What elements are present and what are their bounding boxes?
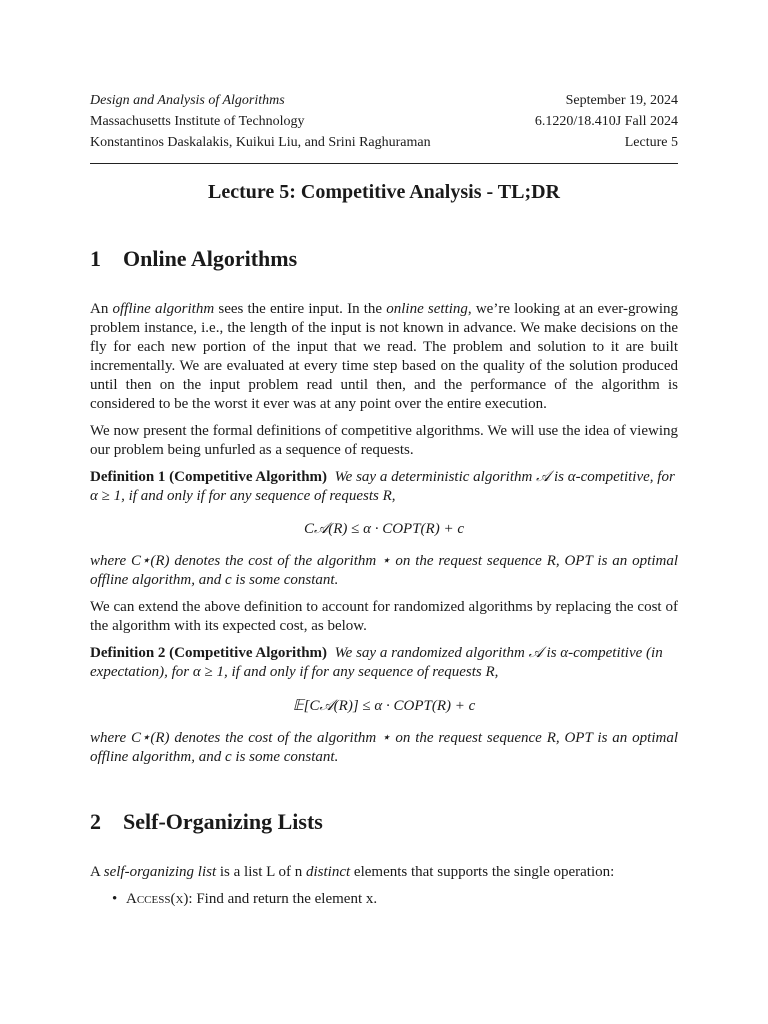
definition-2-text: We say a randomized algorithm 𝒜 is α-competitive (in expectation), for α ≥ 1, if and only if for any sequence of requests R,	[90, 645, 663, 680]
text-span: An	[90, 301, 113, 317]
text-span: , we’re looking at an ever-growing problem instance, i.e., the length of the input is not known in advance. We make decisions on the fly for each new portion of the input that we read. The problem and solution to it are built incrementally. We are evaluated at every time step based on the quality of the solution produced until then on the input problem read until then, and the performance of the algorithm is considered to be the worst it ever was at any point over the entire execution.	[90, 301, 678, 412]
operation-name: Access(x)	[126, 891, 189, 907]
document-page	[90, 90, 678, 909]
section-title: Self-Organizing Lists	[123, 809, 323, 834]
course-number: 6.1220/18.410J Fall 2024	[534, 114, 678, 129]
text-span: A	[90, 864, 104, 880]
lecture-number: Lecture 5	[624, 135, 678, 150]
text-span: sees the entire input. In the	[214, 301, 387, 317]
definition-2	[90, 644, 678, 682]
header-row-3	[90, 132, 678, 153]
lecture-date: September 19, 2024	[565, 93, 678, 108]
text-span: is a list L of n	[216, 864, 306, 880]
institution: Massachusetts Institute of Technology	[90, 114, 305, 129]
instructors: Konstantinos Daskalakis, Kuikui Liu, and Srini Raghuraman	[90, 135, 431, 150]
equation-2: 𝔼[C𝒜(R)] ≤ α · COPT(R) + c	[292, 698, 476, 714]
definition-2-note: where C⋆(R) denotes the cost of the algorithm ⋆ on the request sequence R, OPT is an optimal offline algorithm, and c is some constant.	[90, 730, 678, 765]
equation-1: C𝒜(R) ≤ α · COPT(R) + c	[304, 521, 464, 537]
paragraph-online-intro	[90, 300, 678, 414]
header-row-1	[90, 90, 678, 111]
operation-description: : Find and return the element x.	[188, 891, 378, 907]
definition-1-text: We say a deterministic algorithm 𝒜 is α-competitive, for α ≥ 1, if and only if for any sequence of requests R,	[90, 469, 675, 504]
list-item	[90, 890, 678, 909]
course-name: Design and Analysis of Algorithms	[90, 93, 285, 108]
paragraph-self-organizing	[90, 863, 678, 882]
section-title: Online Algorithms	[123, 246, 298, 271]
text-span: elements that supports the single operation:	[350, 864, 615, 880]
paragraph-randomized: We can extend the above definition to account for randomized algorithms by replacing the cost of the algorithm with its expected cost, as below.	[90, 599, 678, 634]
term-distinct: distinct	[306, 864, 351, 880]
definition-2-label: Definition 2 (Competitive Algorithm)	[90, 645, 328, 661]
bullet-icon: •	[112, 891, 118, 907]
definition-1-label: Definition 1 (Competitive Algorithm)	[90, 469, 328, 485]
term-offline-algorithm: offline algorithm	[112, 301, 215, 317]
definition-1-note: where C⋆(R) denotes the cost of the algorithm ⋆ on the request sequence R, OPT is an optimal offline algorithm, and c is some constant.	[90, 553, 678, 588]
section-number: 2	[90, 809, 101, 834]
definition-1	[90, 468, 678, 506]
term-online-setting: online setting	[386, 301, 468, 317]
page-title: Lecture 5: Competitive Analysis - TL;DR	[207, 181, 560, 203]
header-divider	[90, 163, 678, 164]
paragraph-definitions-intro: We now present the formal definitions of competitive algorithms. We will use the idea of viewing our problem being unfurled as a sequence of requests.	[90, 423, 678, 458]
header-row-2	[90, 111, 678, 132]
section-1-heading	[90, 246, 678, 272]
section-2-heading	[90, 809, 678, 835]
term-self-organizing-list: self-organizing list	[103, 864, 217, 880]
section-number: 1	[90, 246, 101, 271]
